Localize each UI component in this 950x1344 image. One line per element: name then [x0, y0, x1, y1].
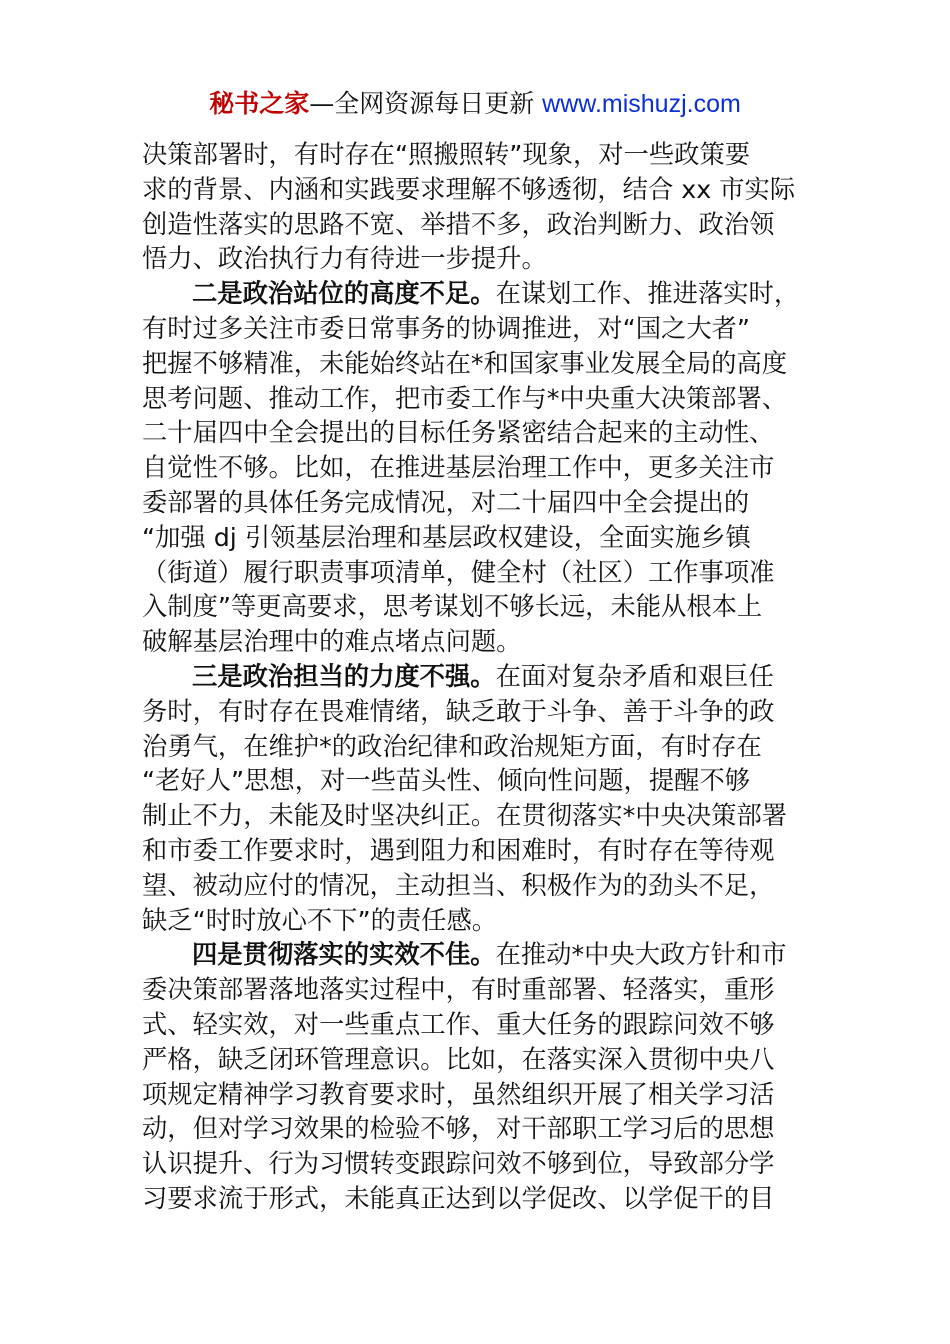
document-body	[142, 138, 812, 1217]
text-line: “老好人”思想，对一些苗头性、倾向性问题，提醒不够	[142, 766, 751, 796]
text-line: 入制度”等更高要求，思考谋划不够长远，未能从根本上	[142, 592, 763, 622]
text-line: 自觉性不够。比如，在推进基层治理工作中，更多关注市	[142, 453, 775, 483]
text-line: 动，但对学习效果的检验不够，对干部职工学习后的思想	[142, 1114, 775, 1144]
section-heading: 四是贯彻落实的实效不佳。	[192, 940, 496, 970]
text-line: “加强 dj 引领基层治理和基层政权建设，全面实施乡镇	[142, 522, 751, 552]
text-line: 把握不够精准，未能始终站在*和国家事业发展全局的高度	[142, 348, 788, 378]
text-line: 思考问题、推动工作，把市委工作与*中央重大决策部署、	[142, 383, 788, 413]
text-line: 委决策部署落地落实过程中，有时重部署、轻落实，重形	[142, 975, 775, 1005]
text-line: 严格，缺乏闭环管理意识。比如，在落实深入贯彻中央八	[142, 1044, 775, 1074]
text-line: 项规定精神学习教育要求时，虽然组织开展了相关学习活	[142, 1079, 775, 1109]
text-line: 务时，有时存在畏难情绪，缺乏敢于斗争、善于斗争的政	[142, 696, 775, 726]
text-line: （街道）履行职责事项清单，健全村（社区）工作事项准	[142, 557, 775, 587]
text-line: 决策部署时，有时存在“照搬照转”现象，对一些政策要	[142, 140, 751, 169]
text-line: 式、轻实效，对一些重点工作、重大任务的跟踪问效不够	[142, 1009, 775, 1039]
section-heading: 二是政治站位的高度不足。	[192, 279, 496, 309]
text-line-first	[142, 660, 812, 695]
header-brand: 秘书之家	[209, 89, 310, 118]
text-line: 和市委工作要求时，遇到阻力和困难时，有时存在等待观	[142, 835, 775, 865]
page-header	[0, 86, 950, 122]
text-line: 缺乏“时时放心不下”的责任感。	[142, 905, 498, 935]
header-url-link[interactable]: www.mishuzj.com	[542, 90, 741, 118]
section-lead-text: 在推动*中央大政方针和市	[495, 940, 787, 970]
text-line: 悟力、政治执行力有待进一步提升。	[142, 244, 547, 274]
text-line: 创造性落实的思路不宽、举措不多，政治判断力、政治领	[142, 209, 775, 239]
section-lead-text: 在面对复杂矛盾和艰巨任	[495, 661, 774, 691]
section-heading: 三是政治担当的力度不强。	[192, 661, 496, 691]
text-line: 认识提升、行为习惯转变跟踪问效不够到位，导致部分学	[142, 1149, 775, 1179]
header-slogan: —全网资源每日更新	[309, 89, 543, 118]
text-line: 委部署的具体任务完成情况，对二十届四中全会提出的	[142, 487, 750, 517]
text-line: 破解基层治理中的难点堵点问题。	[142, 627, 522, 657]
text-line: 望、被动应付的情况，主动担当、积极作为的劲头不足，	[142, 870, 775, 900]
text-line: 治勇气，在维护*的政治纪律和政治规矩方面，有时存在	[142, 731, 762, 761]
text-line: 习要求流于形式，未能真正达到以学促改、以学促干的目	[142, 1183, 775, 1213]
text-line: 有时过多关注市委日常事务的协调推进，对“国之大者”	[142, 313, 751, 343]
text-line: 求的背景、内涵和实践要求理解不够透彻，结合 xx 市实际	[142, 174, 796, 204]
text-line: 二十届四中全会提出的目标任务紧密结合起来的主动性、	[142, 418, 775, 448]
section-lead-text: 在谋划工作、推进落实时，	[495, 279, 800, 309]
text-line: 制止不力，未能及时坚决纠正。在贯彻落实*中央决策部署	[142, 801, 788, 831]
text-line-first	[142, 277, 812, 312]
text-line-first	[142, 938, 812, 973]
